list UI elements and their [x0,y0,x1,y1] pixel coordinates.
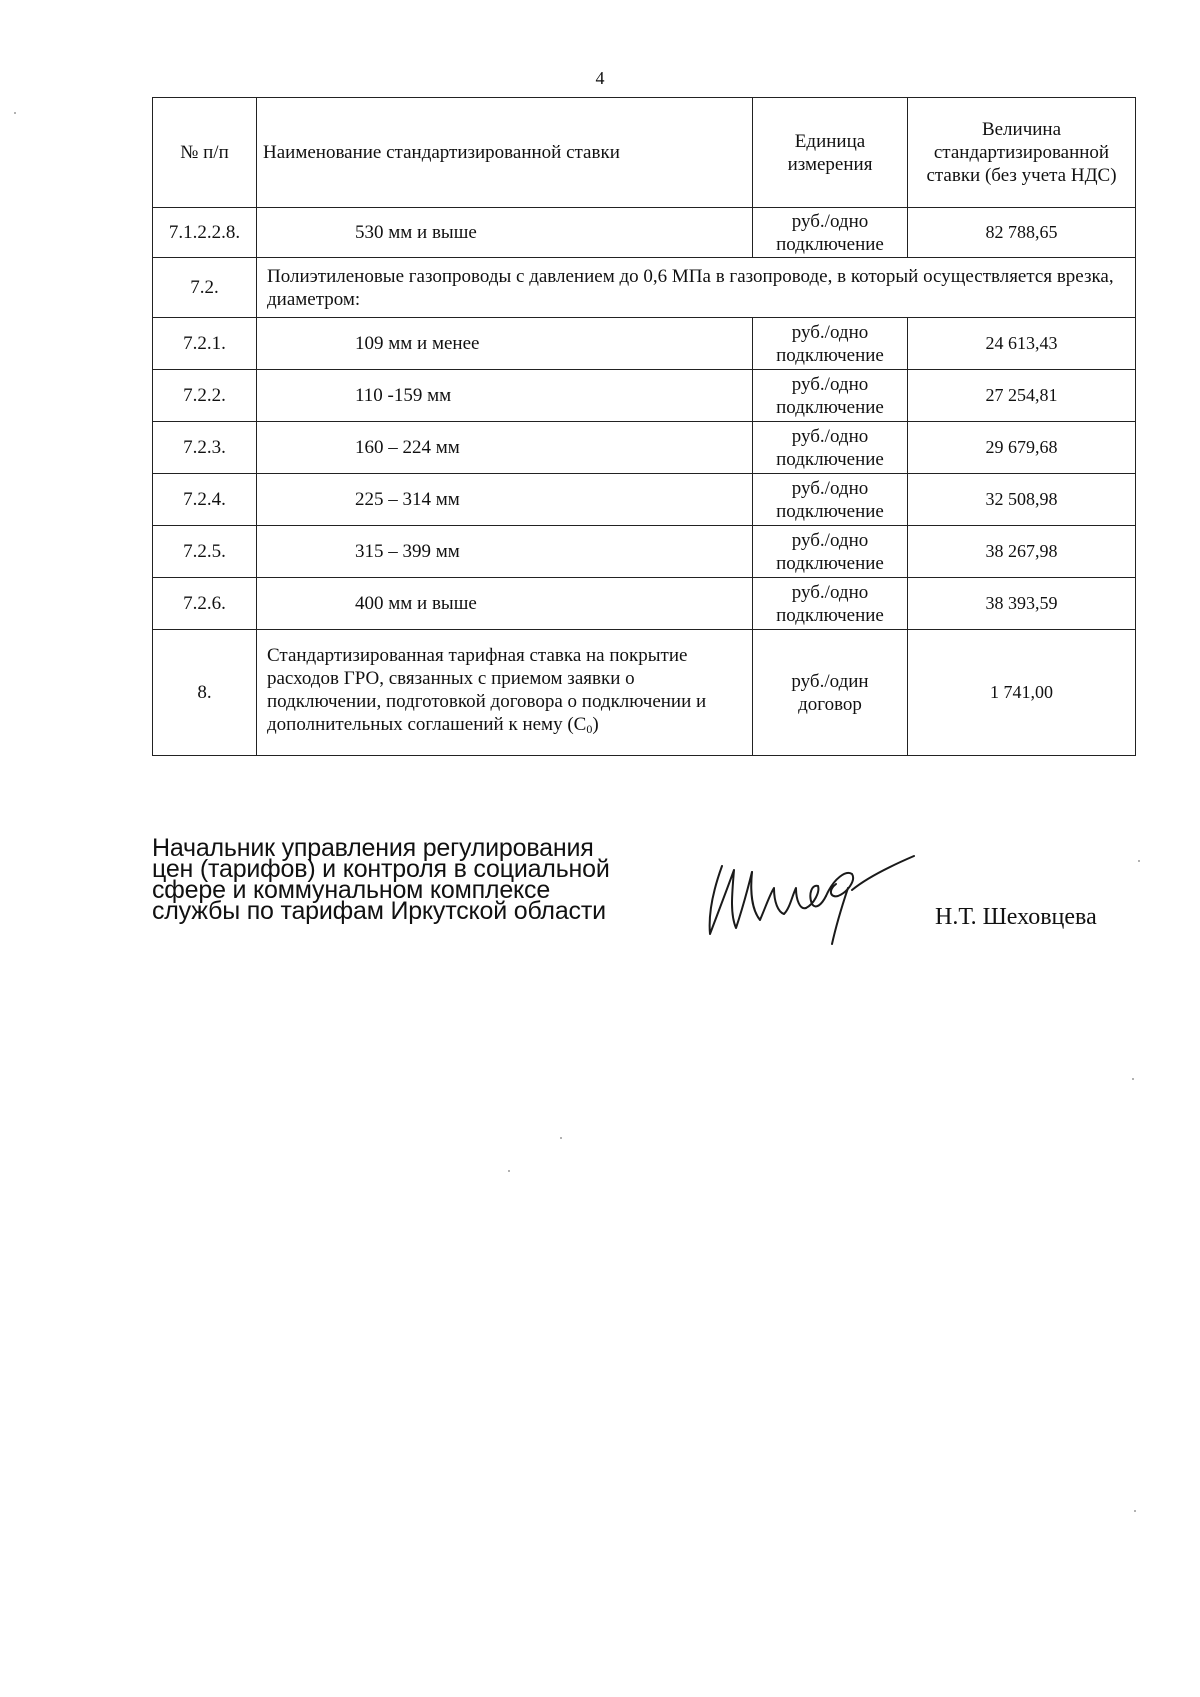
row-num: 7.2.4. [153,474,257,526]
signatory-title-line: Начальник управления регулирования [152,834,594,862]
row-num: 7.2.5. [153,526,257,578]
row-name: 225 – 314 мм [257,474,753,526]
row-value: 29 679,68 [908,422,1136,474]
table-row [153,258,1136,318]
row-unit: руб./один договор [753,630,908,756]
signatory-title [152,834,652,925]
row-unit: руб./одно подключение [753,578,908,630]
row-num: 7.2.3. [153,422,257,474]
page-number: 4 [595,68,605,88]
row-unit: руб./одно подключение [753,422,908,474]
header-name: Наименование стандартизированной ставки [257,98,753,208]
signer-name: Н.Т. Шеховцева [935,904,1097,930]
table-row [153,630,1136,756]
scan-artifact [14,112,16,114]
signatory-title-line: цен (тарифов) и контроля в социальной [152,855,610,883]
row-num: 7.1.2.2.8. [153,208,257,258]
signatory-title-line: сфере и коммунальном комплексе [152,876,551,904]
scan-artifact [508,1170,510,1172]
row-name: 530 мм и выше [257,208,753,258]
header-num: № п/п [153,98,257,208]
scan-artifact [560,1137,562,1139]
row-name: 315 – 399 мм [257,526,753,578]
header-unit: Единица измерения [753,98,908,208]
row-group-name: Полиэтиленовые газопроводы с давлением до 0,6 МПа в газопроводе, в который осуществляется врезка, диаметром: [257,258,1136,318]
row-name [257,630,753,756]
row-name: 109 мм и менее [257,318,753,370]
row-num: 7.2. [153,258,257,318]
row-unit: руб./одно подключение [753,474,908,526]
row-value: 38 393,59 [908,578,1136,630]
row-num: 7.2.2. [153,370,257,422]
row-unit: руб./одно подключение [753,208,908,258]
row-name: 400 мм и выше [257,578,753,630]
row-num: 8. [153,630,257,756]
table-row [153,318,1136,370]
scan-artifact [1134,1510,1136,1512]
row-value: 27 254,81 [908,370,1136,422]
table-row [153,208,1136,258]
table-row [153,526,1136,578]
handwritten-signature [700,848,940,948]
row-value: 24 613,43 [908,318,1136,370]
table-header-row [153,98,1136,208]
row-name-text: Стандартизированная тарифная ставка на покрытие расходов ГРО, связанных с приемом заявки о подключении, подготовкой договора о подключении и дополнительных соглашений к нему (С [267,645,707,735]
row-value: 38 267,98 [908,526,1136,578]
row-unit: руб./одно подключение [753,526,908,578]
scan-artifact [1138,860,1140,862]
table-row [153,578,1136,630]
row-value: 82 788,65 [908,208,1136,258]
row-num: 7.2.6. [153,578,257,630]
signatory-title-line: службы по тарифам Иркутской области [152,897,606,925]
row-name: 110 -159 мм [257,370,753,422]
table-row [153,422,1136,474]
table-row [153,370,1136,422]
table-row [153,474,1136,526]
header-value: Величина стандартизированной ставки (без учета НДС) [908,98,1136,208]
row-value: 32 508,98 [908,474,1136,526]
rates-table [152,97,1136,756]
row-unit: руб./одно подключение [753,318,908,370]
row-name: 160 – 224 мм [257,422,753,474]
row-name-suffix: ) [592,714,599,735]
row-unit: руб./одно подключение [753,370,908,422]
row-value: 1 741,00 [908,630,1136,756]
row-name-subscript: 0 [586,722,593,736]
row-num: 7.2.1. [153,318,257,370]
scan-artifact [1132,1078,1134,1080]
